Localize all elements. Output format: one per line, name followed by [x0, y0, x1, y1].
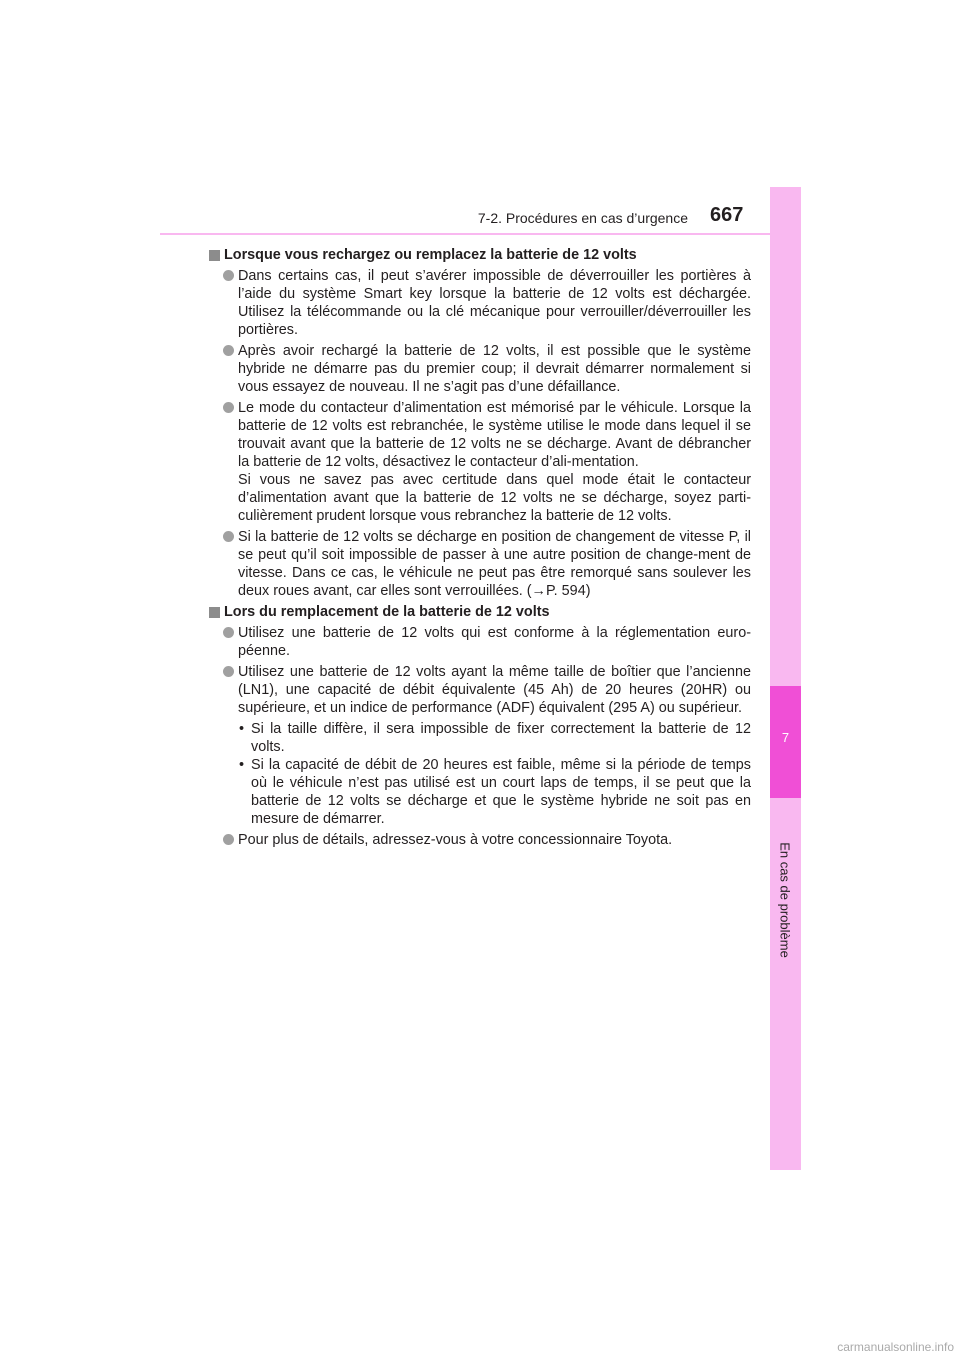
- list-item: [209, 528, 751, 600]
- watermark: carmanualsonline.info: [837, 1340, 954, 1354]
- dot-bullet-icon: •: [239, 757, 245, 773]
- sub-list-item-text: Si la taille diffère, il sera impossible de fixer correctement la batterie de 12 volts.: [251, 721, 751, 755]
- square-bullet-icon: [209, 250, 220, 261]
- round-bullet-icon: [223, 531, 234, 542]
- sub-list-item-text: Si la capacité de débit de 20 heures est faible, même si la période de temps où le véhicule n’est pas utilisé est un court laps de temps, il se peut que la batterie de 12 volts se décharge et que le système hybride ne soit pas en mesure de démarrer.: [251, 757, 751, 827]
- section-heading: [209, 246, 751, 264]
- list-item: [209, 624, 751, 660]
- chapter-number: 7: [781, 730, 790, 745]
- dot-bullet-icon: •: [239, 721, 245, 737]
- page-content: [209, 243, 751, 852]
- chapter-title: En cas de problème: [777, 842, 793, 958]
- list-item-text: Si vous ne savez pas avec certitude dans quel mode était le contacteur d’alimentation avant que la batterie de 12 volts ne se décharge, soyez parti-culièrement prudent lorsque vous rebranchez la batterie de 12 volts.: [238, 472, 751, 524]
- page-number: 667: [710, 204, 744, 226]
- list-item-text: Dans certains cas, il peut s’avérer impossible de déverrouiller les portières à l’aide du système Smart key lorsque la batterie de 12 volts est déchargée. Utilisez la télécommande ou la clé mécanique pour verrouiller/déverrouiller les portières.: [238, 268, 751, 338]
- sub-list-item: [209, 756, 751, 828]
- section-heading-text: Lorsque vous rechargez ou remplacez la batterie de 12 volts: [224, 247, 637, 263]
- list-item: [209, 342, 751, 396]
- square-bullet-icon: [209, 607, 220, 618]
- section-heading-text: Lors du remplacement de la batterie de 12 volts: [224, 604, 550, 620]
- round-bullet-icon: [223, 270, 234, 281]
- section-title: 7-2. Procédures en cas d’urgence: [477, 210, 688, 226]
- chapter-side-tab: [770, 187, 801, 1170]
- list-item: [209, 831, 751, 849]
- list-item-text: Après avoir rechargé la batterie de 12 volts, il est possible que le système hybride ne démarre pas du premier coup; il devrait démarrer normalement si vous essayez de nouveau. Il ne s’agit pas d’une défaillance.: [238, 343, 751, 395]
- round-bullet-icon: [223, 402, 234, 413]
- round-bullet-icon: [223, 834, 234, 845]
- round-bullet-icon: [223, 627, 234, 638]
- list-item: [209, 267, 751, 339]
- list-item: [209, 663, 751, 717]
- list-item-text: Utilisez une batterie de 12 volts qui est conforme à la réglementation euro-péenne.: [238, 625, 751, 659]
- list-item: [209, 399, 751, 525]
- header-rule: [160, 233, 800, 235]
- list-item-text: Le mode du contacteur d’alimentation est mémorisé par le véhicule. Lorsque la batterie de 12 volts est rebranchée, le système utilise le mode dans lequel il se trouvait avant que la batterie de 12 volts ne se décharge. Avant de débrancher la batterie de 12 volts, désactivez le contacteur d’ali-mentation.: [238, 400, 751, 470]
- list-item-text: Pour plus de détails, adressez-vous à votre concessionnaire Toyota.: [238, 832, 673, 848]
- round-bullet-icon: [223, 345, 234, 356]
- round-bullet-icon: [223, 666, 234, 677]
- list-item-text: Si la batterie de 12 volts se décharge en position de changement de vitesse P, il se peut qu’il soit impossible de passer à une autre position de change-ment de vitesse. Dans ce cas, le véhicule ne peut pas être remorqué sans soulever les deux roues avant, car elles sont verrouillées. (→P. 594): [238, 529, 751, 599]
- section-heading: [209, 603, 751, 621]
- sub-list-item: [209, 720, 751, 756]
- list-item-text: Utilisez une batterie de 12 volts ayant la même taille de boîtier que l’ancienne (LN1), une capacité de débit équivalente (45 Ah) de 20 heures (20HR) ou supérieure, et un indice de performance (ADF) équivalent (295 A) ou supérieur.: [238, 664, 751, 716]
